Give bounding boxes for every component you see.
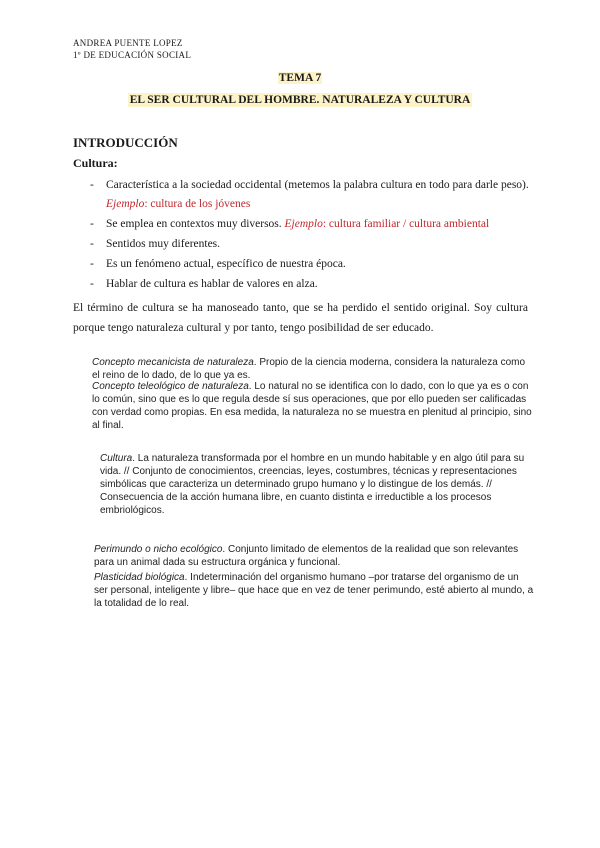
intro-paragraph: El término de cultura se ha manoseado tanto, que se ha perdido el sentido original. Soy cultura porque tengo naturaleza cultural y por tanto, tengo posibilidad de ser educado. [73, 302, 528, 334]
list-item: - Característica a la sociedad occidental (metemos la palabra cultura en todo para darle peso). Ejemplo: cultura de los jóvenes [90, 176, 530, 214]
list-item: - Es un fenómeno actual, específico de nuestra época. [90, 255, 530, 274]
definition-perimundo: Perimundo o nicho ecológico. Conjunto limitado de elementos de la realidad que son relevantes para un animal dada su estructura orgánica y funcional. [94, 544, 519, 568]
definition-culture: Cultura. La naturaleza transformada por el hombre en un mundo habitable y en algo útil para su vida. // Conjunto de conocimientos, creencias, leyes, costumbres, técnicas y representaciones simbólicas que caracteriza un determinado grupo humano y lo distingue de los demás. // Consecuencia de la acción humana libre, en cuanto distinta e irreductible a los procesos embriológicos. [100, 453, 525, 516]
list-item: - Hablar de cultura es hablar de valores en alza. [90, 275, 530, 294]
definition-term: Concepto teleológico de naturaleza [92, 381, 249, 392]
topic-title-text: EL SER CULTURAL DEL HOMBRE. NATURALEZA Y CULTURA [129, 94, 471, 106]
definition-term: Concepto mecanicista de naturaleza [92, 357, 254, 368]
definition-term: Cultura [100, 453, 133, 464]
section-heading: INTRODUCCIÓN [73, 135, 178, 150]
example-label: Ejemplo [106, 198, 145, 210]
example-label: Ejemplo [284, 218, 323, 230]
list-item: - Sentidos muy diferentes. [90, 235, 530, 254]
author-header [73, 37, 191, 61]
list-item: - Se emplea en contextos muy diversos. Ejemplo: cultura familiar / cultura ambiental [90, 215, 530, 234]
topic-number-text: TEMA 7 [278, 72, 322, 84]
topic-number [0, 72, 600, 84]
bullet-list [90, 176, 530, 295]
subsection-heading: Cultura: [73, 156, 118, 170]
author-name: ANDREA PUENTE LOPEZ [73, 38, 183, 48]
topic-title [0, 94, 600, 106]
definition-term: Plasticidad biológica [94, 572, 185, 583]
definition-mechanistic: Concepto mecanicista de naturaleza. Propio de la ciencia moderna, considera la naturaleza como el reino de lo dado, de lo que ya es. [92, 357, 526, 381]
definition-plasticity: Plasticidad biológica. Indeterminación del organismo humano –por tratarse del organismo de un ser personal, inteligente y libre– que hace que en vez de tener perimundo, esté abierto al mundo, a la totalidad de lo real. [94, 572, 534, 609]
definition-term: Perimundo o nicho ecológico [94, 544, 223, 555]
example-text: : cultura familiar / cultura ambiental [322, 218, 490, 230]
course-name: 1º DE EDUCACIÓN SOCIAL [73, 50, 192, 60]
definition-teleological: Concepto teleológico de naturaleza. Lo natural no se identifica con lo dado, con lo que ya es o con lo común, sino que es lo que regula desde sí sus operaciones, que por ello pueden ser calificadas con verdad como propias. En esa medida, la naturaleza no se muestra en plenitud al principio, sino al final. [92, 381, 532, 431]
example-text: : cultura de los jóvenes [144, 198, 251, 210]
